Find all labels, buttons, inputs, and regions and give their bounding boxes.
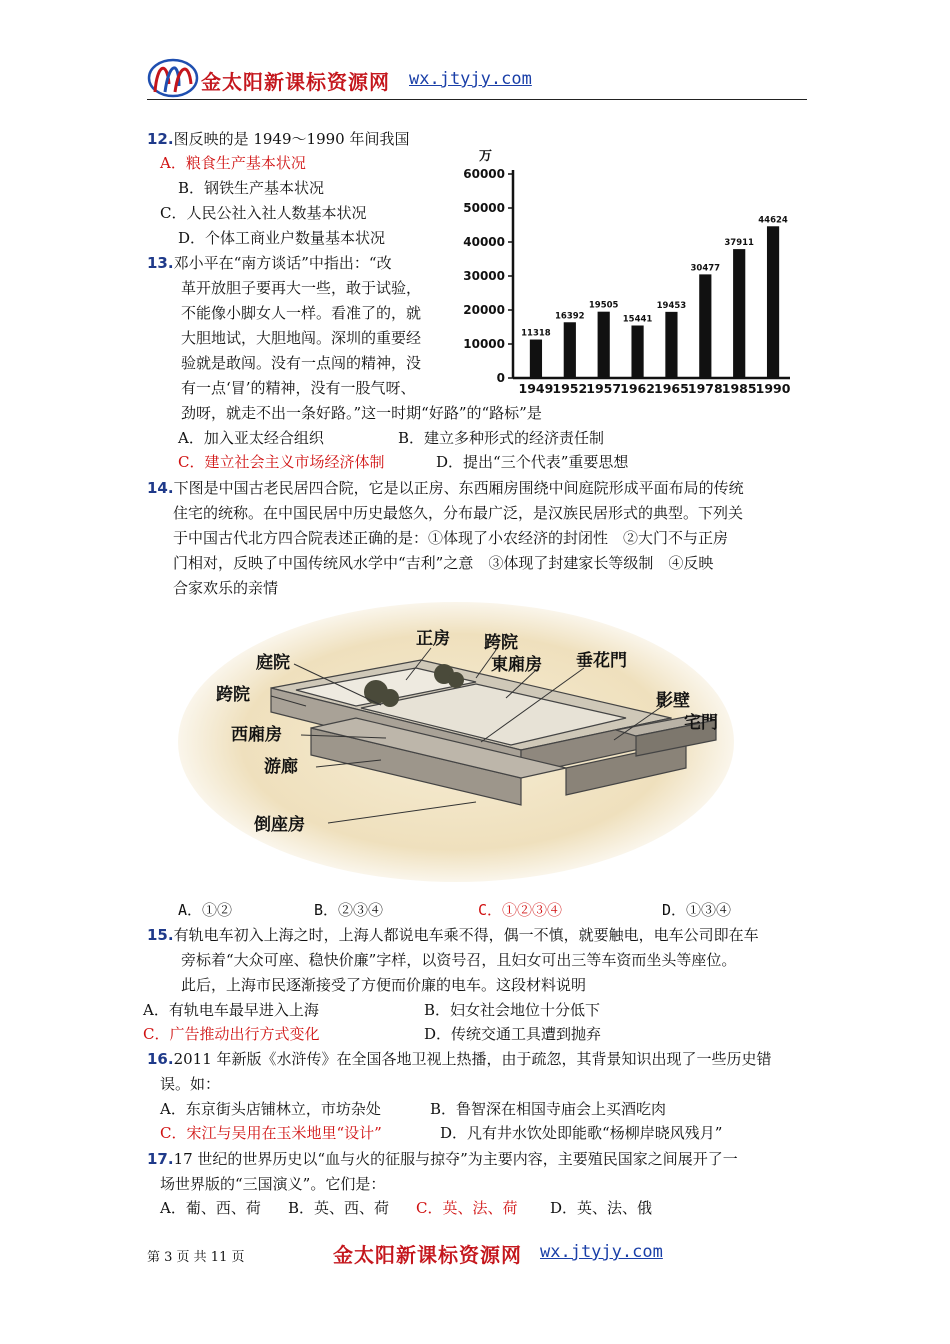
- stem-line-2: 住宅的统称。在中国民居中历史最悠久，分布最广泛，是汉族民居形式的典型。下列关: [173, 504, 744, 522]
- stem-line-3: 此后，上海市民逐渐接受了方便而价廉的电车。这段材料说明: [181, 976, 587, 994]
- header-divider: [147, 99, 807, 100]
- bar-1985: [733, 249, 745, 378]
- option-c: C．建立社会主义市场经济体制: [178, 453, 385, 471]
- option-d: D．个体工商业户数量基本状况: [178, 229, 386, 247]
- stem-line-1: 2011 年新版《水浒传》在全国各地卫视上热播，由于疏忽，其背景知识出现了一些历史错: [173, 1050, 772, 1068]
- siheyuan-illustration: [176, 600, 736, 885]
- option-c: C．人民公社入社人数基本状况: [160, 204, 367, 222]
- option-c: C．宋江与吴用在玉米地里“设计”: [160, 1124, 382, 1142]
- option-d: D．提出“三个代表”重要思想: [436, 453, 629, 471]
- x-tick-label: 1962: [620, 381, 655, 395]
- option-b: B．鲁智深在相国寺庙会上买酒吃肉: [430, 1100, 667, 1118]
- label-zhaimen: 宅門: [684, 713, 718, 733]
- stem-line-2: 旁标着“大众可座、稳快价廉”字样，以资号召，且妇女可出三等车资而坐头等座位。: [181, 951, 737, 969]
- option-d: D．传统交通工具遭到抛弃: [424, 1025, 602, 1043]
- bar-chart: [455, 140, 800, 395]
- x-tick-label: 1965: [654, 381, 689, 395]
- label-yingbi: 影壁: [656, 691, 690, 711]
- stem-line-1: 17 世纪的世界历史以“血与火的征服与掠夺”为主要内容，主要殖民国家之间展开了一: [173, 1150, 738, 1168]
- option-d: D．凡有井水饮处即能歌“杨柳岸晓风残月”: [440, 1124, 723, 1142]
- header-brand: 金太阳新课标资源网: [201, 70, 390, 94]
- bar-value-label: 11318: [521, 328, 551, 339]
- y-tick-label: 30000: [463, 269, 505, 283]
- y-tick-label: 10000: [463, 337, 505, 351]
- option-c: C．广告推动出行方式变化: [143, 1025, 320, 1043]
- question-number: 16.: [147, 1050, 174, 1068]
- label-youlang: 游廊: [264, 757, 298, 777]
- footer-brand: 金太阳新课标资源网: [333, 1243, 522, 1267]
- x-tick-label: 1985: [721, 381, 757, 395]
- option-a: A．加入亚太经合组织: [178, 429, 324, 447]
- label-kuayuan-left: 跨院: [216, 685, 250, 705]
- option-c: C．①②③④: [478, 901, 563, 919]
- x-tick-label: 1949: [518, 381, 554, 395]
- stem-line-7: 劲呀，就走不出一条好路。”这一时期“好路”的“路标”是: [181, 404, 542, 422]
- question-number: 14.: [147, 479, 174, 497]
- stem-line-1: 邓小平在“南方谈话”中指出：“改: [173, 254, 392, 272]
- bar-1965: [665, 312, 677, 378]
- x-tick-label: 1990: [755, 381, 791, 395]
- stem-line-3: 不能像小脚女人一样。看准了的，就: [181, 304, 422, 322]
- logo-icon: [147, 54, 199, 98]
- page-number: 第 3 页 共 11 页: [147, 1250, 245, 1265]
- bar-1962: [631, 326, 643, 378]
- question-number: 15.: [147, 926, 174, 944]
- question-number: 17.: [147, 1150, 174, 1168]
- y-tick-label: 0: [496, 371, 505, 385]
- bar-1952: [564, 322, 576, 378]
- option-b: B．钢铁生产基本状况: [178, 179, 325, 197]
- stem-line-5: 合家欢乐的亲情: [173, 579, 279, 597]
- bar-1949: [530, 340, 542, 378]
- footer-url-link[interactable]: wx.jtyjy.com: [540, 1242, 663, 1262]
- bar-value-label: 37911: [724, 238, 754, 249]
- label-daozuo: 倒座房: [254, 815, 305, 835]
- option-d: D．英、法、俄: [550, 1199, 653, 1217]
- x-tick-label: 1957: [586, 381, 622, 395]
- stem-line-4: 门相对，反映了中国传统风水学中“吉利”之意 ③体现了封建家长等级制 ④反映: [173, 554, 714, 572]
- stem-line-2: 误。如：: [160, 1075, 221, 1093]
- label-tingyuan: 庭院: [256, 653, 290, 673]
- label-xixiang: 西廂房: [231, 725, 282, 745]
- option-a: A．有轨电车最早进入上海: [143, 1001, 319, 1019]
- y-axis-unit-label: 万: [479, 149, 493, 164]
- stem-line-1: 有轨电车初入上海之时，上海人都说电车乘不得，偶一不慎，就要触电，电车公司即在车: [173, 926, 759, 944]
- y-tick-label: 20000: [463, 303, 505, 317]
- label-zhengfang: 正房: [416, 629, 450, 649]
- option-b: B．建立多种形式的经济责任制: [398, 429, 605, 447]
- bar-1957: [598, 312, 610, 378]
- stem-line-4: 大胆地试，大胆地闯。深圳的重要经: [181, 329, 422, 347]
- stem-line-1: 下图是中国古老民居四合院，它是以正房、东西厢房围绕中间庭院形成平面布局的传统: [173, 479, 744, 497]
- option-a: A．粮食生产基本状况: [160, 154, 306, 172]
- bar-value-label: 19453: [656, 300, 687, 311]
- bar-value-label: 44624: [758, 215, 788, 226]
- bar-1978: [699, 274, 711, 378]
- option-c: C．英、法、荷: [416, 1199, 518, 1217]
- option-d: D．①③④: [662, 901, 732, 919]
- question-stem: 图反映的是 1949～1990 年间我国: [173, 130, 410, 148]
- option-b: B．英、西、荷: [288, 1199, 390, 1217]
- option-a: A．葡、西、荷: [160, 1199, 261, 1217]
- header: [147, 52, 807, 100]
- option-b: B．妇女社会地位十分低下: [424, 1001, 601, 1019]
- bar-1990: [767, 226, 779, 378]
- header-url-link[interactable]: wx.jtyjy.com: [409, 69, 532, 89]
- stem-line-6: 有一点‘冒’的精神，没有一股气呀、: [181, 379, 416, 397]
- y-tick-label: 60000: [463, 167, 505, 181]
- stem-line-2: 革开放胆子要再大一些，敢于试验，: [181, 279, 422, 297]
- label-chuihuamen: 垂花門: [576, 651, 627, 671]
- option-a: A．①②: [178, 901, 233, 919]
- y-tick-label: 50000: [463, 201, 505, 215]
- question-number: 12.: [147, 130, 174, 148]
- x-tick-label: 1952: [552, 381, 588, 395]
- bar-value-label: 30477: [690, 263, 721, 274]
- y-tick-label: 40000: [463, 235, 505, 249]
- question-number: 13.: [147, 254, 174, 272]
- bar-value-label: 15441: [622, 314, 653, 325]
- bar-value-label: 19505: [588, 300, 619, 311]
- stem-line-2: 场世界版的“三国演义”。它们是：: [160, 1175, 386, 1193]
- stem-line-5: 验就是敢闯。没有一点闯的精神，没: [181, 354, 422, 372]
- option-a: A．东京街头店铺林立，市坊杂处: [160, 1100, 381, 1118]
- label-dongxiang: 東廂房: [491, 655, 542, 675]
- x-tick-label: 1978: [687, 381, 723, 395]
- label-kuayuan-top: 跨院: [484, 633, 518, 653]
- bar-value-label: 16392: [555, 311, 585, 322]
- option-b: B．②③④: [314, 901, 384, 919]
- stem-line-3: 于中国古代北方四合院表述正确的是：①体现了小农经济的封闭性 ②大门不与正房: [173, 529, 729, 547]
